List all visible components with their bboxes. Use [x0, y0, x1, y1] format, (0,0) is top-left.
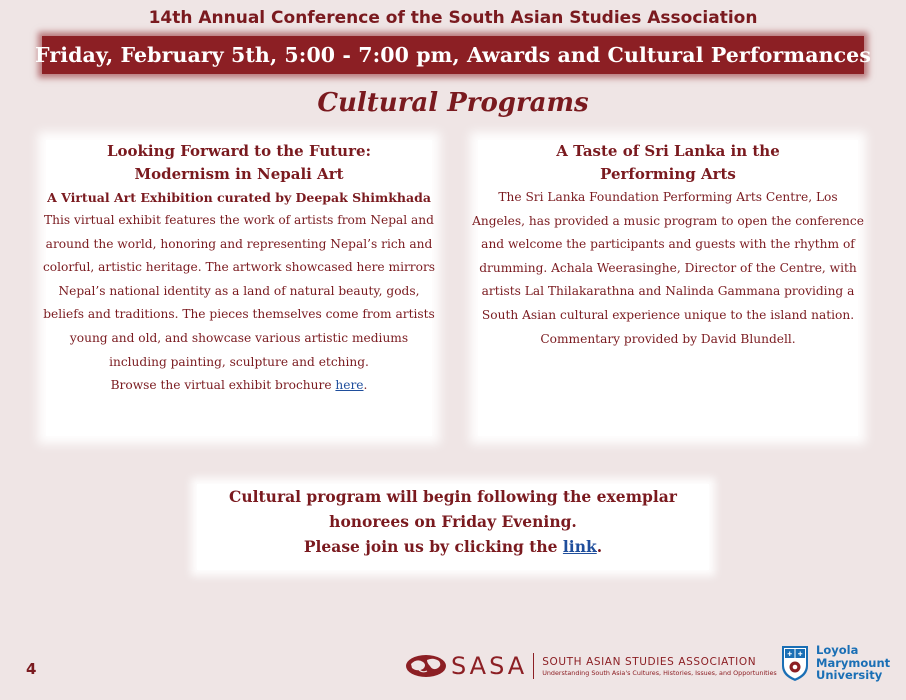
sri-lanka-title-line2: Performing Arts: [600, 165, 736, 183]
brochure-link[interactable]: here: [335, 378, 364, 393]
notice-line1: Cultural program will begin following the exemplar: [229, 487, 677, 506]
nepali-art-card: [42, 140, 436, 436]
nepali-art-title-line2: Modernism in Nepali Art: [134, 165, 344, 183]
sasa-divider: [533, 653, 534, 679]
sasa-logo: [405, 648, 777, 684]
sri-lanka-title: [478, 140, 858, 186]
nepali-art-subtitle: A Virtual Art Exhibition curated by Deepak Shimkhada: [47, 190, 431, 205]
sri-lanka-description: The Sri Lanka Foundation Performing Arts Centre, Los Angeles, has provided a music program to open the conference and welcome the participants and guests with the rhythm of drumming. Achala Weerasinghe, Director of the Centre, with artists Lal Thilakarathna and Nalinda Gammana providing a South Asian cultural experience unique to the island nation. Commentary provided by David Blundell.: [472, 190, 864, 346]
lmu-shield-icon: [780, 644, 810, 682]
brochure-prefix: Browse the virtual exhibit brochure: [110, 378, 336, 393]
lmu-line2: Marymount: [816, 655, 891, 670]
event-banner: [35, 36, 871, 74]
brochure-suffix: .: [363, 378, 368, 393]
join-link[interactable]: link: [562, 537, 597, 556]
section-title: Cultural Programs: [317, 88, 589, 118]
sri-lanka-title-line1: A Taste of Sri Lanka in the: [556, 142, 780, 160]
sasa-wordmark: SASA: [451, 652, 528, 680]
nepali-art-description: This virtual exhibit features the work of artists from Nepal and around the world, honoring and representing Nepal’s rich and colorful, artistic heritage. The artwork showcased here mirrors Nepal’s national identity as a land of natural beauty, gods, beliefs and traditions. The pieces themselves come from artists young and old, and showcase various artistic mediums including painting, sculpture and etching.: [42, 213, 436, 369]
brochure-line: [40, 374, 438, 398]
sasa-name: SOUTH ASIAN STUDIES ASSOCIATION: [542, 655, 757, 668]
notice-line2: honorees on Friday Evening.: [329, 512, 577, 531]
event-banner-text: Friday, February 5th, 5:00 - 7:00 pm, Awards and Cultural Performances: [35, 43, 871, 67]
lmu-logo: [780, 644, 890, 682]
notice-line3-prefix: Please join us by clicking the: [303, 537, 563, 556]
lmu-line3: University: [816, 668, 883, 683]
sri-lanka-card: [472, 140, 864, 436]
nepali-art-title: [46, 140, 432, 186]
conference-title: 14th Annual Conference of the South Asian Studies Association: [148, 8, 758, 28]
notice-line3: [197, 534, 709, 559]
sasa-tagline: Understanding South Asia's Cultures, Histories, Issues, and Opportunities: [542, 668, 777, 677]
lmu-line1: Loyola: [816, 643, 859, 658]
sasa-globe-icon: [405, 654, 447, 678]
lmu-wordmark: [816, 644, 890, 682]
nepali-art-title-line1: Looking Forward to the Future:: [106, 142, 372, 160]
page-number: 4: [26, 660, 37, 678]
program-notice: [197, 484, 709, 570]
notice-line3-suffix: .: [596, 537, 603, 556]
